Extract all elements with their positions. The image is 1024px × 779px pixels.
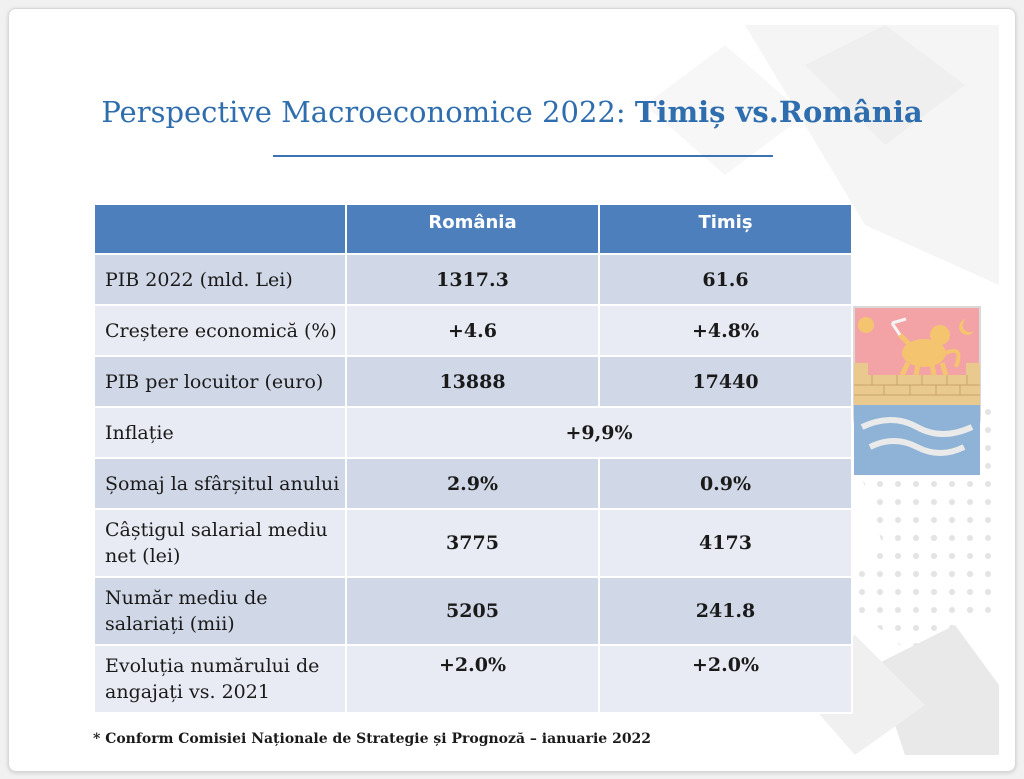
romania-value: 1317.3 <box>346 254 599 305</box>
romania-value: +2.0% <box>346 645 599 713</box>
row-label: Șomaj la sfârșitul anului <box>94 458 346 509</box>
row-label: Câștigul salarial mediu net (lei) <box>94 509 346 577</box>
timis-value: +2.0% <box>599 645 852 713</box>
romania-value: 13888 <box>346 356 599 407</box>
row-label: Număr mediu de salariați (mii) <box>94 577 346 645</box>
comparison-table <box>93 203 853 714</box>
table-row <box>94 305 852 356</box>
timis-value: 61.6 <box>599 254 852 305</box>
header-romania: România <box>346 204 599 254</box>
table-row <box>94 645 852 713</box>
slide <box>25 25 999 755</box>
page-title <box>25 95 999 129</box>
header-blank <box>94 204 346 254</box>
row-label: PIB 2022 (mld. Lei) <box>94 254 346 305</box>
footnote: * Conform Comisiei Naționale de Strategie și Prognoză – ianuarie 2022 <box>93 731 652 747</box>
timis-value: +4.8% <box>599 305 852 356</box>
table-row <box>94 407 852 458</box>
title-regular: Perspective Macroeconomice 2022: <box>101 95 635 129</box>
table-row <box>94 356 852 407</box>
title-bold: Timiș vs.România <box>634 95 923 129</box>
row-label: Evoluția numărului de angajați vs. 2021 <box>94 645 346 713</box>
table-row <box>94 577 852 645</box>
table-row <box>94 509 852 577</box>
timis-value: 241.8 <box>599 577 852 645</box>
romania-value: 5205 <box>346 577 599 645</box>
merged-value: +9,9% <box>346 407 852 458</box>
screenshot-frame <box>8 8 1016 772</box>
row-label: PIB per locuitor (euro) <box>94 356 346 407</box>
timis-value: 4173 <box>599 509 852 577</box>
romania-value: 2.9% <box>346 458 599 509</box>
table-header-row <box>94 204 852 254</box>
row-label: Inflație <box>94 407 346 458</box>
table-row <box>94 458 852 509</box>
table-row <box>94 254 852 305</box>
timis-value: 0.9% <box>599 458 852 509</box>
timis-coat-of-arms-icon <box>852 305 982 475</box>
romania-value: 3775 <box>346 509 599 577</box>
title-underline <box>273 155 773 157</box>
header-timis: Timiș <box>599 204 852 254</box>
timis-value: 17440 <box>599 356 852 407</box>
romania-value: +4.6 <box>346 305 599 356</box>
row-label: Creștere economică (%) <box>94 305 346 356</box>
